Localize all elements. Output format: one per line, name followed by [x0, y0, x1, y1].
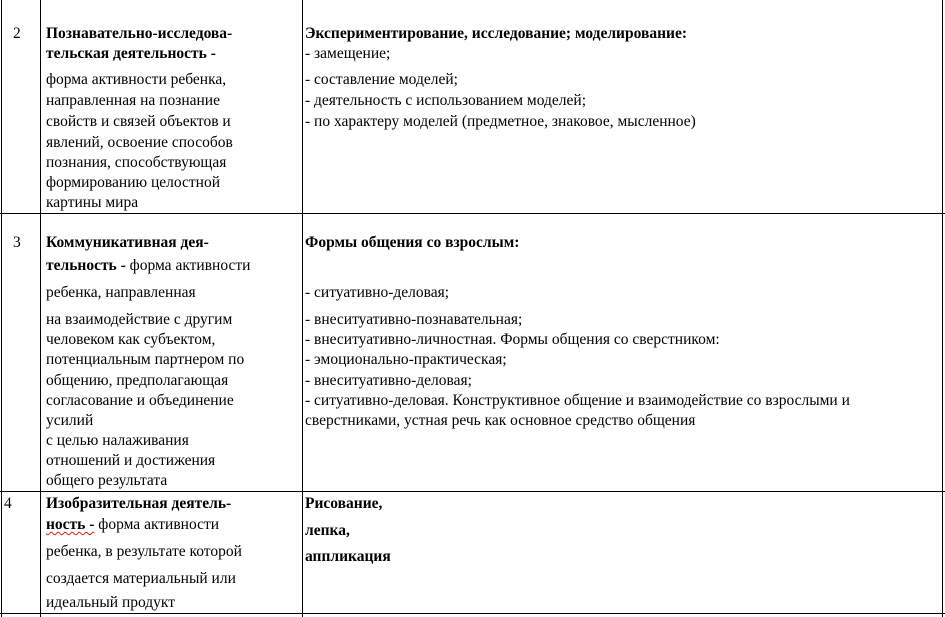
activity-text-line: человеком как субъектом, — [46, 331, 216, 348]
activity-title-line — [46, 515, 219, 535]
forms-line: - внеситуативно-личностная. Формы общения со сверстником: — [305, 331, 720, 348]
activity-text-line: идеальный продукт — [46, 594, 176, 611]
table-border-bottom — [0, 613, 945, 614]
activity-text-line: усилий — [46, 412, 94, 429]
activity-title-line: тельская деятельность - — [46, 45, 216, 62]
forms-line: - ситуативно-деловая. Конструктивное общение и взаимодействие со взрослыми и — [305, 392, 850, 409]
activity-text-line: картины мира — [46, 194, 139, 211]
activity-title-line: Коммуникативная дея- — [46, 234, 209, 251]
activity-title-line — [46, 256, 250, 276]
activity-title-bold: тельность - — [46, 257, 126, 274]
forms-line: сверстниками, устная речь как основное средство общения — [305, 412, 696, 429]
row-number: 3 — [13, 234, 21, 251]
activity-text-line: познания, способствующая — [46, 154, 227, 171]
activity-text-line: потенциальным партнером по — [46, 351, 245, 368]
activity-title-rest: форма активности — [125, 257, 251, 274]
table-border-right — [942, 0, 943, 617]
column-divider-1 — [40, 0, 41, 617]
forms-line: - внеситуативно-деловая; — [305, 372, 472, 389]
activity-text-line: согласование и объединение — [46, 392, 234, 409]
activity-text-line: общего результата — [46, 472, 168, 489]
forms-line: - составление моделей; — [305, 71, 458, 88]
forms-heading: Формы общения со взрослым: — [305, 234, 520, 251]
activity-title-line: Познавательно-исследова- — [46, 25, 233, 42]
row-number: 4 — [4, 495, 12, 512]
activity-text-line: создается материальный или — [46, 570, 236, 587]
row-divider-1 — [0, 213, 945, 214]
forms-line: - замещение; — [305, 45, 391, 62]
activity-text-line: направленная на познание — [46, 92, 220, 109]
column-divider-2 — [302, 0, 303, 617]
activity-text-line: на взаимодействие с другим — [46, 311, 233, 328]
activity-text-line: общению, предполагающая — [46, 372, 229, 389]
activity-title-line: Изобразительная деятель- — [46, 495, 232, 512]
forms-line: - по характеру моделей (предметное, знаковое, мысленное) — [305, 113, 696, 130]
forms-line: - ситуативно-деловая; — [305, 284, 450, 301]
activity-text-line: формированию целостной — [46, 174, 220, 191]
forms-line: лепка, — [305, 522, 350, 539]
activity-title-bold: ность - — [46, 516, 95, 533]
activity-text-line: форма активности ребенка, — [46, 71, 227, 88]
activity-text-line: с целью налаживания — [46, 432, 189, 449]
forms-line: - деятельность с использованием моделей; — [305, 92, 587, 109]
forms-line: Рисование, — [305, 495, 383, 512]
forms-line: - внеситуативно-познавательная; — [305, 311, 523, 328]
activity-text-line: свойств и связей объектов и — [46, 113, 231, 130]
activity-text-line: ребенка, в результате которой — [46, 543, 242, 560]
activity-text-line: отношений и достижения — [46, 452, 216, 469]
row-number: 2 — [13, 25, 21, 42]
table-border-left — [1, 0, 2, 617]
activity-text-line: явлений, освоение способов — [46, 134, 233, 151]
row-divider-2 — [0, 491, 945, 492]
activity-text-line: ребенка, направленная — [46, 284, 196, 301]
forms-line: аппликация — [305, 548, 391, 565]
forms-heading: Экспериментирование, исследование; моделирование: — [305, 25, 687, 42]
activity-title-rest: форма активности — [94, 516, 220, 533]
forms-line: - эмоционально-практическая; — [305, 351, 507, 368]
